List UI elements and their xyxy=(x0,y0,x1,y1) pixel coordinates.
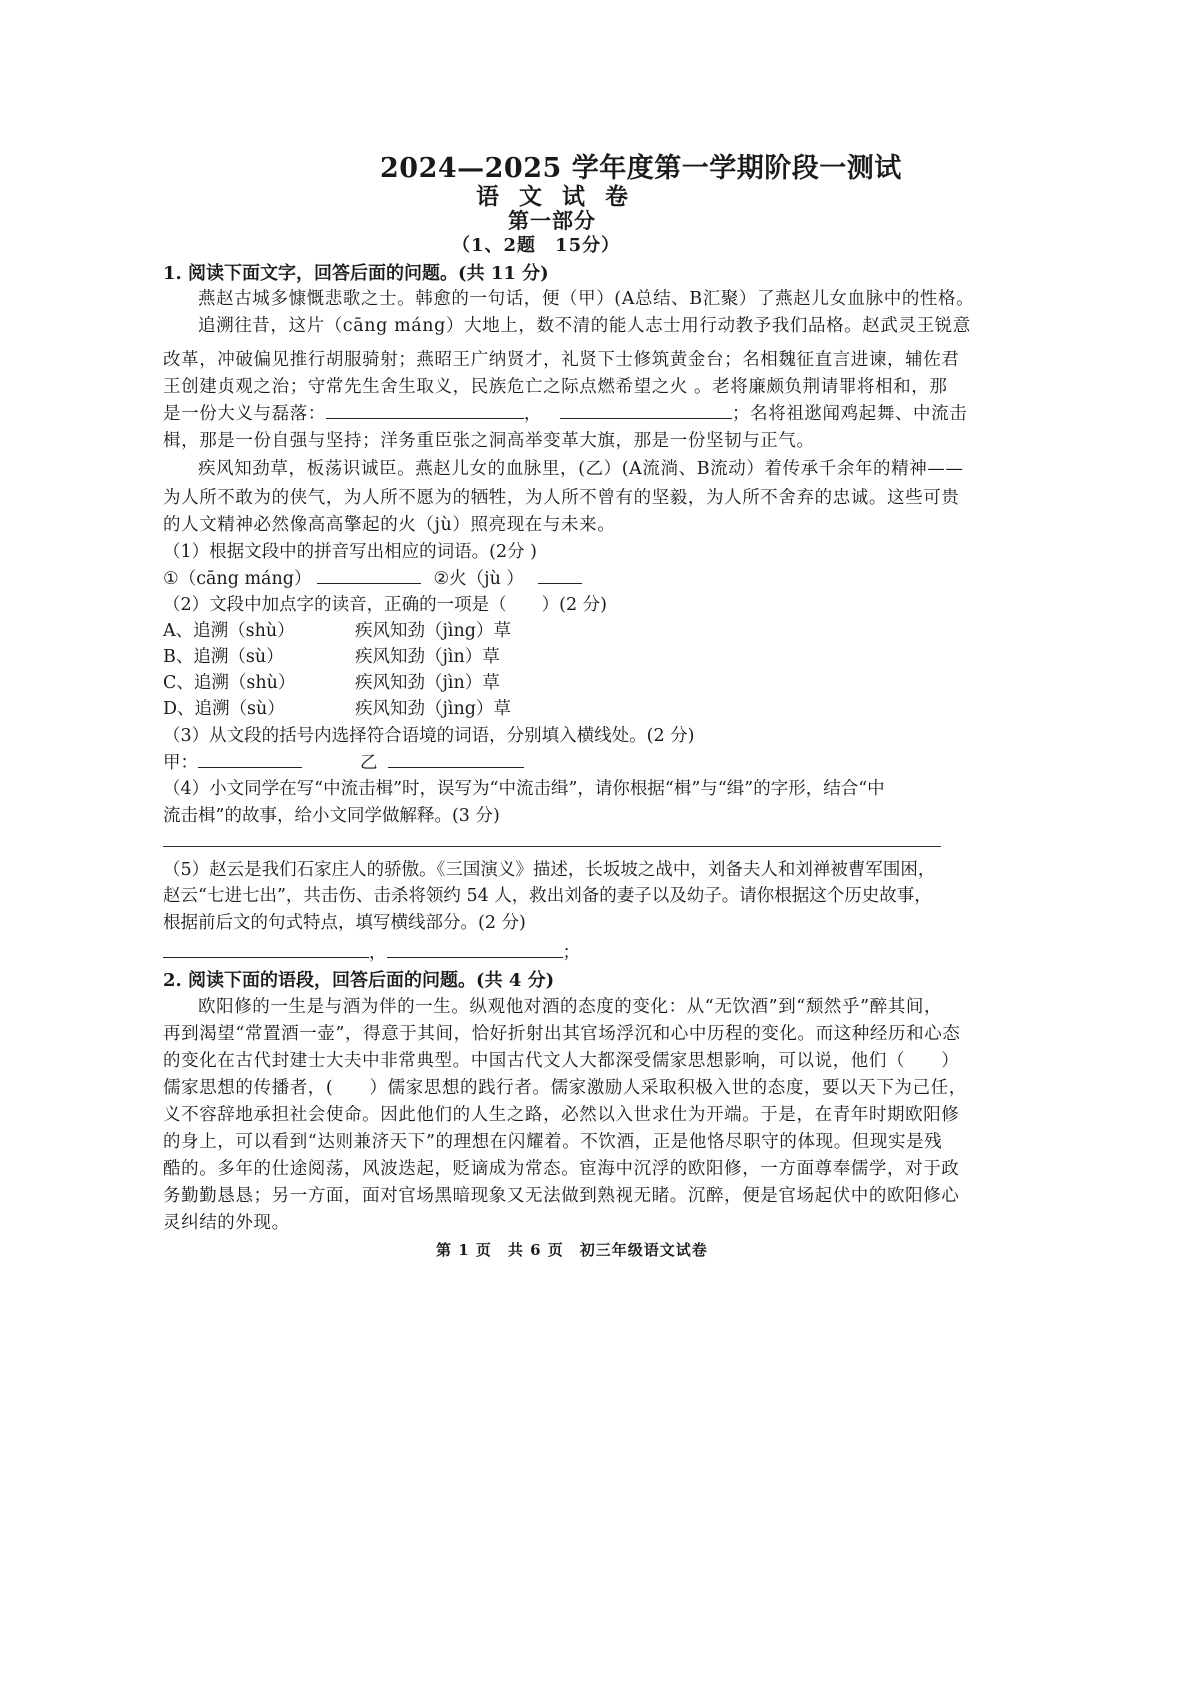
page-footer: 第 1 页 共 6 页 初三年级语文试卷 xyxy=(436,1241,708,1259)
q2-line-9: 灵纠结的外现。 xyxy=(163,1213,290,1233)
q1-sub5-line1: （5）赵云是我们石家庄人的骄傲。《三国演义》描述，长坂坡之战中，刘备夫人和刘禅被曹军围困， xyxy=(163,860,936,880)
q1-sub5-line2: 赵云“七进七出”，共击伤、击杀将领约 54 人，救出刘备的妻子以及幼子。请你根据这个历史故事， xyxy=(163,886,932,906)
sub3-jia-label: 甲： xyxy=(163,753,198,773)
answer-blank-yi[interactable] xyxy=(388,766,524,768)
q1-para3-line1: 疾风知劲草，板荡识诚臣。燕赵儿女的血脉里，(乙）(A流淌、B流动）着传承千余年的精神—— xyxy=(198,459,964,479)
q1-line4-comma: ， xyxy=(523,404,543,424)
option-a-right: 疾风知劲（jìng）草 xyxy=(355,621,511,641)
q2-line-4: 儒家思想的传播者，( ）儒家思想的践行者。儒家激励人采取积极入世的态度，要以天下为己任， xyxy=(163,1078,967,1098)
q2-line-1: 欧阳修的一生是与酒为伴的一生。纵观他对酒的态度的变化：从“无饮酒”到“颓然乎”醉其间， xyxy=(198,997,943,1017)
q1-para3-line2: 为人所不敢为的侠气，为人所不愿为的牺牲，为人所不曾有的坚毅，为人所不舍弃的忠诚。这些可贵 xyxy=(163,488,960,508)
q2-line-2: 再到渴望“常置酒一壶”，得意于其间，恰好折射出其官场浮沉和心中历程的变化。而这种经历和心态 xyxy=(163,1024,961,1044)
sub3-yi-label: 乙 xyxy=(360,753,378,773)
q1-para2-line5: 楫，那是一份自强与坚持；洋务重臣张之洞高举变革大旗，那是一份坚韧与正气。 xyxy=(163,431,815,451)
q1-line4-start: 是一份大义与磊落： xyxy=(163,404,326,424)
q1-sub5-answers xyxy=(163,939,580,964)
q1-para2-line4 xyxy=(163,400,967,425)
q1-para2-line1: 追溯往昔，这片（cāng máng）大地上，数不清的能人志士用行动教予我们品格。赵武灵王锐意 xyxy=(198,316,971,336)
option-a-left[interactable]: A、追溯（shù） xyxy=(163,621,295,641)
option-c-right: 疾风知劲（jìn）草 xyxy=(355,673,500,693)
q1-line4-end: ；名将祖逖闻鸡起舞、中流击 xyxy=(732,404,968,424)
option-c-left[interactable]: C、追溯（shù） xyxy=(163,673,296,693)
q2-line-7: 酷的。多年的仕途阅荡，风波迭起，贬谪成为常态。宦海中沉浮的欧阳修，一方面尊奉儒学，对于政 xyxy=(163,1159,960,1179)
subject-title: 语 文 试 卷 xyxy=(476,183,635,210)
part-title: 第一部分 xyxy=(508,208,596,233)
answer-blank-sub5b[interactable] xyxy=(387,956,563,958)
option-b-right: 疾风知劲（jìn）草 xyxy=(355,647,500,667)
q1-sub3-prompt: （3）从文段的括号内选择符合语境的词语，分别填入横线处。(2 分) xyxy=(163,726,695,746)
q2-line-8: 务勤勤恳恳；另一方面，面对官场黑暗现象又无法做到熟视无睹。沉醉，便是官场起伏中的欧阳修心 xyxy=(163,1186,960,1206)
exam-title: 2024—2025 学年度第一学期阶段一测试 xyxy=(380,153,902,184)
answer-blank-jia[interactable] xyxy=(198,766,302,768)
answer-blank-sub1a[interactable] xyxy=(317,582,421,584)
q1-sub1-prompt: （1）根据文段中的拼音写出相应的词语。(2分 ) xyxy=(163,542,537,562)
q2-line-3: 的变化在古代封建士大夫中非常典型。中国古代文人大都深受儒家思想影响，可以说，他们（ ） xyxy=(163,1051,960,1071)
q2-line-5: 义不容辞地承担社会使命。因此他们的人生之路，必然以入世求仕为开端。于是，在青年时期欧阳修 xyxy=(163,1105,960,1125)
question-2-heading: 2. 阅读下面的语段，回答后面的问题。(共 4 分) xyxy=(163,970,555,991)
answer-blank-sub1b[interactable] xyxy=(538,582,582,584)
option-d-right: 疾风知劲（jìng）草 xyxy=(355,699,511,719)
q1-sub5-line3: 根据前后文的句式特点，填写横线部分。(2 分) xyxy=(163,913,526,933)
sub1-item-a: ①（cāng máng） xyxy=(163,569,312,589)
q1-sub1-answers xyxy=(163,565,582,590)
q1-para2-line3: 王创建贞观之治；守常先生舍生取义，民族危亡之际点燃希望之火 。老将廉颇负荆请罪将相和，那 xyxy=(163,377,948,397)
q1-para2-line2: 改革，冲破偏见推行胡服骑射；燕昭王广纳贤才，礼贤下士修筑黄金台；名相魏征直言进谏，辅佐君 xyxy=(163,350,960,370)
sub5-semicolon: ； xyxy=(562,943,580,963)
part-scope: （1、2题 15分） xyxy=(452,235,621,256)
answer-blank-1a[interactable] xyxy=(326,417,524,419)
q1-sub2-prompt: （2）文段中加点字的读音，正确的一项是（ ）(2 分) xyxy=(163,595,607,615)
answer-blank-1b[interactable] xyxy=(560,417,732,419)
question-1-heading: 1. 阅读下面文字，回答后面的问题。(共 11 分) xyxy=(163,263,549,284)
q1-sub4-line1: （4）小文同学在写“中流击楫”时，误写为“中流击缉”，请你根据“楫”与“缉”的字形，结合“中 xyxy=(163,779,885,799)
option-d-left[interactable]: D、追溯（sù） xyxy=(163,699,285,719)
q1-sub4-line2: 流击楫”的故事，给小文同学做解释。(3 分) xyxy=(163,806,500,826)
q2-line-6: 的身上，可以看到“达则兼济天下”的理想在闪耀着。不饮酒，正是他恪尽职守的体现。但现实是残 xyxy=(163,1132,943,1152)
sub1-item-b: ②火（jù ） xyxy=(433,569,524,589)
q1-para1: 燕赵古城多慷慨悲歌之士。韩愈的一句话，便（甲）(A总结、B汇聚）了燕赵儿女血脉中的性格。 xyxy=(198,289,975,309)
answer-line-sub4[interactable] xyxy=(163,846,941,847)
answer-blank-sub5a[interactable] xyxy=(163,956,369,958)
q1-sub3-answers xyxy=(163,749,524,774)
sub5-comma: ， xyxy=(369,943,387,963)
option-b-left[interactable]: B、追溯（sù） xyxy=(163,647,284,667)
q1-para3-line3: 的人文精神必然像高高擎起的火（jù）照亮现在与未来。 xyxy=(163,515,616,535)
